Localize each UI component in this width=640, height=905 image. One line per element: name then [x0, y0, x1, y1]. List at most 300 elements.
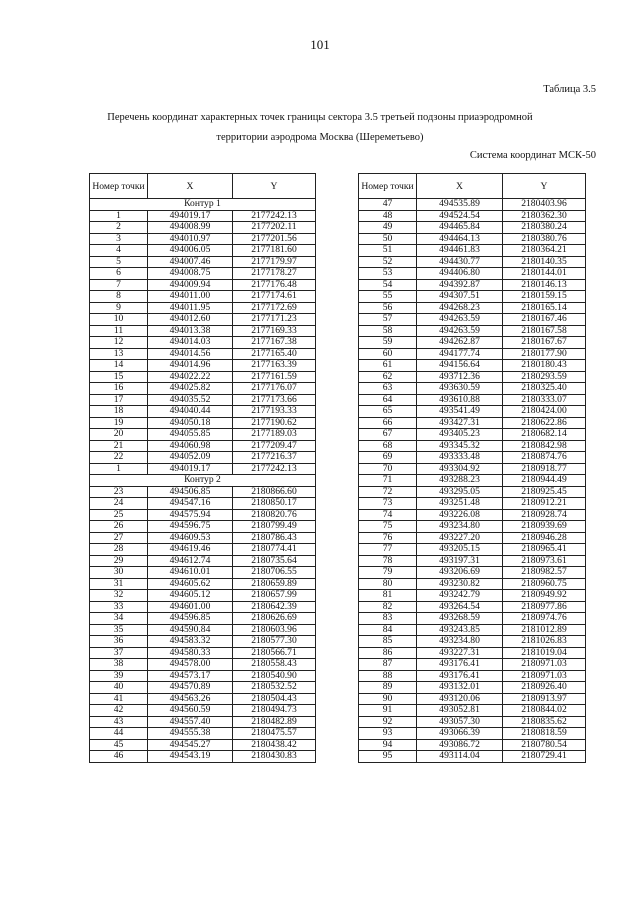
x-cell: 494535.89	[417, 199, 503, 211]
table-row	[359, 245, 586, 257]
table-row	[90, 601, 316, 613]
y-cell: 2180786.43	[233, 532, 316, 544]
table-row	[359, 337, 586, 349]
y-cell: 2180167.58	[503, 325, 586, 337]
header-y: Y	[233, 174, 316, 199]
point-number-cell: 32	[90, 590, 148, 602]
y-cell: 2180177.90	[503, 348, 586, 360]
x-cell: 494555.38	[148, 728, 233, 740]
x-cell: 494177.74	[417, 348, 503, 360]
x-cell: 494461.83	[417, 245, 503, 257]
y-cell: 2180960.75	[503, 578, 586, 590]
x-cell: 493230.82	[417, 578, 503, 590]
point-number-cell: 87	[359, 659, 417, 671]
point-number-cell: 45	[90, 739, 148, 751]
point-number-cell: 27	[90, 532, 148, 544]
x-cell: 493268.59	[417, 613, 503, 625]
y-cell: 2180482.89	[233, 716, 316, 728]
point-number-cell: 1	[90, 210, 148, 222]
point-number-cell: 5	[90, 256, 148, 268]
point-number-cell: 44	[90, 728, 148, 740]
table-row	[90, 360, 316, 372]
table-row	[359, 521, 586, 533]
table-row	[90, 567, 316, 579]
point-number-cell: 58	[359, 325, 417, 337]
x-cell: 494601.00	[148, 601, 233, 613]
x-cell: 493333.48	[417, 452, 503, 464]
table-row	[359, 590, 586, 602]
header-point-number: Номер точки	[90, 174, 148, 199]
x-cell: 493242.79	[417, 590, 503, 602]
y-cell: 2180918.77	[503, 463, 586, 475]
table-row	[90, 498, 316, 510]
x-cell: 494006.05	[148, 245, 233, 257]
table-row	[90, 716, 316, 728]
x-cell: 493243.85	[417, 624, 503, 636]
table-row	[359, 440, 586, 452]
y-cell: 2180928.74	[503, 509, 586, 521]
table-row	[359, 659, 586, 671]
table-row	[90, 693, 316, 705]
y-cell: 2177201.56	[233, 233, 316, 245]
x-cell: 493176.41	[417, 659, 503, 671]
x-cell: 494570.89	[148, 682, 233, 694]
table-row	[90, 647, 316, 659]
table-row	[359, 739, 586, 751]
y-cell: 2180566.71	[233, 647, 316, 659]
y-cell: 2180438.42	[233, 739, 316, 751]
y-cell: 2181019.04	[503, 647, 586, 659]
point-number-cell: 84	[359, 624, 417, 636]
x-cell: 494545.27	[148, 739, 233, 751]
y-cell: 2180494.73	[233, 705, 316, 717]
y-cell: 2180735.64	[233, 555, 316, 567]
x-cell: 493120.06	[417, 693, 503, 705]
table-row	[90, 371, 316, 383]
point-number-cell: 19	[90, 417, 148, 429]
point-number-cell: 54	[359, 279, 417, 291]
y-cell: 2180982.57	[503, 567, 586, 579]
y-cell: 2180657.99	[233, 590, 316, 602]
point-number-cell: 12	[90, 337, 148, 349]
x-cell: 494156.64	[417, 360, 503, 372]
point-number-cell: 48	[359, 210, 417, 222]
y-cell: 2180180.43	[503, 360, 586, 372]
y-cell: 2177165.40	[233, 348, 316, 360]
x-cell: 493176.41	[417, 670, 503, 682]
x-cell: 493057.30	[417, 716, 503, 728]
y-cell: 2180973.61	[503, 555, 586, 567]
point-number-cell: 22	[90, 452, 148, 464]
point-number-cell: 43	[90, 716, 148, 728]
table-row	[359, 406, 586, 418]
y-cell: 2180977.86	[503, 601, 586, 613]
table-row	[90, 728, 316, 740]
point-number-cell: 9	[90, 302, 148, 314]
table-row	[359, 751, 586, 763]
point-number-cell: 49	[359, 222, 417, 234]
point-number-cell: 39	[90, 670, 148, 682]
point-number-cell: 74	[359, 509, 417, 521]
x-cell: 494464.13	[417, 233, 503, 245]
table-row	[359, 360, 586, 372]
x-cell: 494009.94	[148, 279, 233, 291]
x-cell: 493066.39	[417, 728, 503, 740]
y-cell: 2180939.69	[503, 521, 586, 533]
y-cell: 2177178.27	[233, 268, 316, 280]
table-row	[90, 429, 316, 441]
x-cell: 493630.59	[417, 383, 503, 395]
table-row	[359, 509, 586, 521]
x-cell: 493086.72	[417, 739, 503, 751]
y-cell: 2177174.61	[233, 291, 316, 303]
table-row	[359, 291, 586, 303]
y-cell: 2180403.96	[503, 199, 586, 211]
point-number-cell: 11	[90, 325, 148, 337]
point-number-cell: 15	[90, 371, 148, 383]
y-cell: 2180965.41	[503, 544, 586, 556]
point-number-cell: 25	[90, 509, 148, 521]
caption-line-2: территории аэродрома Москва (Шереметьево)	[216, 132, 424, 143]
table-row	[90, 222, 316, 234]
point-number-cell: 38	[90, 659, 148, 671]
table-row	[90, 394, 316, 406]
point-number-cell: 47	[359, 199, 417, 211]
point-number-cell: 30	[90, 567, 148, 579]
table-row	[359, 314, 586, 326]
point-number-cell: 65	[359, 406, 417, 418]
y-cell: 2177179.97	[233, 256, 316, 268]
table-header-row	[90, 174, 316, 199]
point-number-cell: 64	[359, 394, 417, 406]
coordinates-table-left	[89, 173, 316, 763]
point-number-cell: 23	[90, 486, 148, 498]
point-number-cell: 62	[359, 371, 417, 383]
y-cell: 2180866.60	[233, 486, 316, 498]
section-row	[90, 475, 316, 487]
table-row	[359, 670, 586, 682]
point-number-cell: 63	[359, 383, 417, 395]
table-row	[90, 613, 316, 625]
point-number-cell: 61	[359, 360, 417, 372]
y-cell: 2177172.69	[233, 302, 316, 314]
point-number-cell: 18	[90, 406, 148, 418]
point-number-cell: 70	[359, 463, 417, 475]
x-cell: 494008.99	[148, 222, 233, 234]
table-row	[90, 302, 316, 314]
y-cell: 2177167.38	[233, 337, 316, 349]
y-cell: 2180944.49	[503, 475, 586, 487]
x-cell: 494610.01	[148, 567, 233, 579]
x-cell: 494013.38	[148, 325, 233, 337]
y-cell: 2177176.48	[233, 279, 316, 291]
x-cell: 494007.46	[148, 256, 233, 268]
y-cell: 2180706.55	[233, 567, 316, 579]
y-cell: 2180333.07	[503, 394, 586, 406]
x-cell: 494524.54	[417, 210, 503, 222]
y-cell: 2180167.67	[503, 337, 586, 349]
point-number-cell: 69	[359, 452, 417, 464]
point-number-cell: 79	[359, 567, 417, 579]
y-cell: 2180558.43	[233, 659, 316, 671]
table-row	[359, 452, 586, 464]
point-number-cell: 31	[90, 578, 148, 590]
table-row	[90, 337, 316, 349]
table-row	[359, 233, 586, 245]
x-cell: 494619.46	[148, 544, 233, 556]
header-point-number: Номер точки	[359, 174, 417, 199]
table-row	[90, 291, 316, 303]
y-cell: 2180842.98	[503, 440, 586, 452]
point-number-cell: 71	[359, 475, 417, 487]
header-x: X	[417, 174, 503, 199]
table-row	[359, 601, 586, 613]
x-cell: 494014.56	[148, 348, 233, 360]
x-cell: 493264.54	[417, 601, 503, 613]
x-cell: 493541.49	[417, 406, 503, 418]
table-row	[90, 268, 316, 280]
x-cell: 494543.19	[148, 751, 233, 763]
y-cell: 2180949.92	[503, 590, 586, 602]
x-cell: 494011.00	[148, 291, 233, 303]
x-cell: 494012.60	[148, 314, 233, 326]
table-row	[359, 728, 586, 740]
table-row	[359, 682, 586, 694]
y-cell: 2180430.83	[233, 751, 316, 763]
table-row	[359, 429, 586, 441]
table-row	[359, 256, 586, 268]
point-number-cell: 3	[90, 233, 148, 245]
table-row	[90, 659, 316, 671]
table-row	[359, 716, 586, 728]
table-row	[90, 452, 316, 464]
point-number-cell: 55	[359, 291, 417, 303]
table-row	[90, 578, 316, 590]
x-cell: 494547.16	[148, 498, 233, 510]
y-cell: 2180835.62	[503, 716, 586, 728]
x-cell: 493304.92	[417, 463, 503, 475]
point-number-cell: 35	[90, 624, 148, 636]
caption-line-1: Перечень координат характерных точек границы сектора 3.5 третьей подзоны приаэродромной	[107, 112, 533, 123]
x-cell: 494596.85	[148, 613, 233, 625]
table-row	[359, 371, 586, 383]
table-row	[359, 486, 586, 498]
point-number-cell: 17	[90, 394, 148, 406]
y-cell: 2180380.24	[503, 222, 586, 234]
table-row	[90, 521, 316, 533]
point-number-cell: 6	[90, 268, 148, 280]
table-row	[359, 555, 586, 567]
x-cell: 493345.32	[417, 440, 503, 452]
y-cell: 2180424.00	[503, 406, 586, 418]
point-number-cell: 56	[359, 302, 417, 314]
point-number-cell: 95	[359, 751, 417, 763]
table-row	[90, 463, 316, 475]
point-number-cell: 93	[359, 728, 417, 740]
x-cell: 494262.87	[417, 337, 503, 349]
table-row	[90, 279, 316, 291]
y-cell: 2180971.03	[503, 659, 586, 671]
y-cell: 2177169.33	[233, 325, 316, 337]
x-cell: 494557.40	[148, 716, 233, 728]
table-row	[359, 693, 586, 705]
coordinates-table-right	[358, 173, 586, 763]
y-cell: 2180850.17	[233, 498, 316, 510]
table-row	[359, 532, 586, 544]
y-cell: 2180626.69	[233, 613, 316, 625]
y-cell: 2180380.76	[503, 233, 586, 245]
table-row	[359, 463, 586, 475]
x-cell: 494019.17	[148, 210, 233, 222]
x-cell: 494506.85	[148, 486, 233, 498]
x-cell: 494268.23	[417, 302, 503, 314]
table-row	[359, 348, 586, 360]
x-cell: 494578.00	[148, 659, 233, 671]
x-cell: 494590.84	[148, 624, 233, 636]
x-cell: 493132.01	[417, 682, 503, 694]
table-row	[90, 210, 316, 222]
point-number-cell: 21	[90, 440, 148, 452]
point-number-cell: 94	[359, 739, 417, 751]
x-cell: 494014.96	[148, 360, 233, 372]
table-row	[90, 682, 316, 694]
x-cell: 494580.33	[148, 647, 233, 659]
point-number-cell: 78	[359, 555, 417, 567]
y-cell: 2180818.59	[503, 728, 586, 740]
table-row	[359, 222, 586, 234]
x-cell: 493114.04	[417, 751, 503, 763]
y-cell: 2180925.45	[503, 486, 586, 498]
y-cell: 2180874.76	[503, 452, 586, 464]
point-number-cell: 66	[359, 417, 417, 429]
x-cell: 494406.80	[417, 268, 503, 280]
table-row	[359, 383, 586, 395]
table-row	[90, 486, 316, 498]
x-cell: 493295.05	[417, 486, 503, 498]
y-cell: 2180774.41	[233, 544, 316, 556]
y-cell: 2177209.47	[233, 440, 316, 452]
y-cell: 2180820.76	[233, 509, 316, 521]
point-number-cell: 20	[90, 429, 148, 441]
x-cell: 494583.32	[148, 636, 233, 648]
table-row	[359, 475, 586, 487]
point-number-cell: 76	[359, 532, 417, 544]
x-cell: 493251.48	[417, 498, 503, 510]
point-number-cell: 75	[359, 521, 417, 533]
y-cell: 2180603.96	[233, 624, 316, 636]
x-cell: 493610.88	[417, 394, 503, 406]
point-number-cell: 16	[90, 383, 148, 395]
y-cell: 2180504.43	[233, 693, 316, 705]
table-row	[359, 417, 586, 429]
y-cell: 2180622.86	[503, 417, 586, 429]
point-number-cell: 60	[359, 348, 417, 360]
x-cell: 493206.69	[417, 567, 503, 579]
table-row	[90, 532, 316, 544]
y-cell: 2180364.21	[503, 245, 586, 257]
table-row	[359, 394, 586, 406]
x-cell: 493234.80	[417, 636, 503, 648]
point-number-cell: 36	[90, 636, 148, 648]
point-number-cell: 91	[359, 705, 417, 717]
y-cell: 2180799.49	[233, 521, 316, 533]
x-cell: 494430.77	[417, 256, 503, 268]
x-cell: 493234.80	[417, 521, 503, 533]
x-cell: 494465.84	[417, 222, 503, 234]
table-row	[359, 647, 586, 659]
table-row	[90, 544, 316, 556]
section-row	[90, 199, 316, 211]
table-row	[359, 302, 586, 314]
x-cell: 494392.87	[417, 279, 503, 291]
x-cell: 494060.98	[148, 440, 233, 452]
point-number-cell: 46	[90, 751, 148, 763]
point-number-cell: 53	[359, 268, 417, 280]
x-cell: 493227.31	[417, 647, 503, 659]
table-row	[90, 440, 316, 452]
table-row	[90, 590, 316, 602]
y-cell: 2180926.40	[503, 682, 586, 694]
table-row	[359, 567, 586, 579]
table-row	[90, 739, 316, 751]
table-header-row	[359, 174, 586, 199]
point-number-cell: 26	[90, 521, 148, 533]
x-cell: 493227.20	[417, 532, 503, 544]
table-row	[90, 406, 316, 418]
point-number-cell: 13	[90, 348, 148, 360]
x-cell: 494035.52	[148, 394, 233, 406]
table-row	[90, 256, 316, 268]
table-row	[90, 751, 316, 763]
point-number-cell: 59	[359, 337, 417, 349]
point-number-cell: 52	[359, 256, 417, 268]
point-number-cell: 4	[90, 245, 148, 257]
y-cell: 2180144.01	[503, 268, 586, 280]
x-cell: 494019.17	[148, 463, 233, 475]
header-x: X	[148, 174, 233, 199]
y-cell: 2180642.39	[233, 601, 316, 613]
y-cell: 2177161.59	[233, 371, 316, 383]
table-row	[90, 348, 316, 360]
point-number-cell: 88	[359, 670, 417, 682]
y-cell: 2177173.66	[233, 394, 316, 406]
point-number-cell: 40	[90, 682, 148, 694]
point-number-cell: 68	[359, 440, 417, 452]
point-number-cell: 90	[359, 693, 417, 705]
point-number-cell: 24	[90, 498, 148, 510]
y-cell: 2180729.41	[503, 751, 586, 763]
table-row	[90, 383, 316, 395]
y-cell: 2180780.54	[503, 739, 586, 751]
point-number-cell: 57	[359, 314, 417, 326]
x-cell: 493712.36	[417, 371, 503, 383]
point-number-cell: 34	[90, 613, 148, 625]
y-cell: 2180659.89	[233, 578, 316, 590]
y-cell: 2177202.11	[233, 222, 316, 234]
x-cell: 493226.08	[417, 509, 503, 521]
x-cell: 494025.82	[148, 383, 233, 395]
point-number-cell: 73	[359, 498, 417, 510]
point-number-cell: 77	[359, 544, 417, 556]
x-cell: 494263.59	[417, 325, 503, 337]
table-row	[359, 325, 586, 337]
point-number-cell: 33	[90, 601, 148, 613]
point-number-cell: 8	[90, 291, 148, 303]
header-y: Y	[503, 174, 586, 199]
y-cell: 2177176.07	[233, 383, 316, 395]
point-number-cell: 51	[359, 245, 417, 257]
point-number-cell: 50	[359, 233, 417, 245]
